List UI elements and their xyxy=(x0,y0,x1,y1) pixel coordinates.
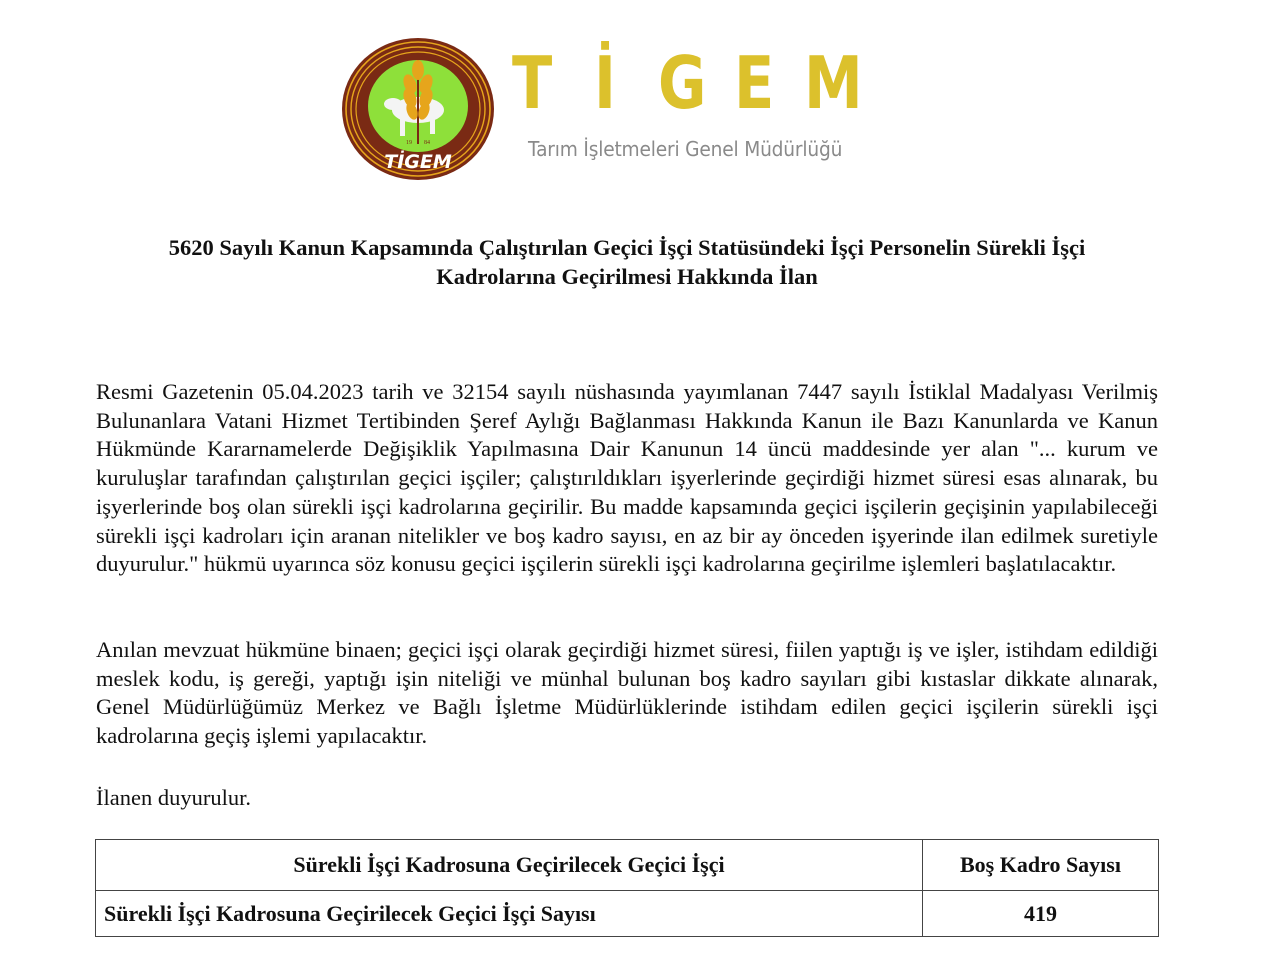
paragraph-text: Anılan mevzuat hükmüne binaen; geçici işçi olarak geçirdiği hizmet süresi, fiilen yaptığı iş ve işler, istihdam edildiği meslek kodu, iş gereği, yaptığı işin niteliği ve münhal bulunan boş kadro sayıları gibi kıstaslar dikkate alınarak, Genel Müdürlüğümüz Merkez ve Bağlı İşletme Müdürlüklerinde istihdam edilen geçici işçilerin sürekli işçi kadrolarına geçiş işlemi yapılacaktır. xyxy=(96,637,1158,749)
table-header-cell: Sürekli İşçi Kadrosuna Geçirilecek Geçici İşçi xyxy=(96,840,923,891)
brand-wordmark xyxy=(512,41,863,125)
table-header-row xyxy=(96,840,1159,891)
emblem-year-left: 19 xyxy=(406,140,412,146)
emblem-year-right: 84 xyxy=(424,140,430,146)
emblem-name: TİGEM xyxy=(384,151,452,173)
table-row xyxy=(96,891,1159,937)
table-cell-count: 419 xyxy=(923,891,1159,937)
brand-letter-g: G xyxy=(658,41,707,125)
paragraph-closing xyxy=(96,784,1158,813)
paragraph-text: Resmi Gazetenin 05.04.2023 tarih ve 32154 sayılı nüshasında yayımlanan 7447 sayılı İstiklal Madalyası Verilmiş Bulunanlara Vatani Hizmet Tertibinden Şeref Aylığı Bağlanması Hakkında Kanun ile Bazı Kanunlarda ve Kanun Hükmünde Kararnamelerde Değişiklik Yapılmasına Dair Kanunun 14 üncü maddesinde yer alan "... kurum ve kuruluşlar tarafından çalıştırılan geçici işçiler; çalıştırıldıkları işyerlerinde geçirdiği hizmet süresi esas alınarak, bu işyerlerinde boş olan sürekli işçi kadrolarına geçirilir. Bu madde kapsamında geçici işçilerin geçişinin yapılabileceği sürekli işçi kadroları için aranan nitelikler ve boş kadro sayısı, en az bir ay önceden işyerinde ilan edilmek suretiyle duyurulur." hükmü uyarınca söz konusu geçici işçilerin sürekli işçi kadrolarına geçirilme işlemleri başlatılacaktır. xyxy=(96,379,1158,577)
brand-letter-i: İ xyxy=(594,41,616,125)
paragraph-text: İlanen duyurulur. xyxy=(96,785,251,810)
brand-letter-m: M xyxy=(804,41,863,125)
tigem-logo xyxy=(340,36,870,184)
paragraph-transition-process xyxy=(96,636,1158,751)
brand-letter-t: T xyxy=(512,41,553,125)
paragraph-legal-basis xyxy=(96,378,1158,579)
brand-subtitle: Tarım İşletmeleri Genel Müdürlüğü xyxy=(528,137,843,161)
table-cell: Sürekli İşçi Kadrosuna Geçirilecek Geçici İşçi Sayısı xyxy=(96,891,923,937)
table-header-cell: Boş Kadro Sayısı xyxy=(923,840,1159,891)
title-line-2: Kadrolarına Geçirilmesi Hakkında İlan xyxy=(436,264,818,289)
announcement-title xyxy=(96,233,1158,291)
tigem-emblem-icon xyxy=(340,36,496,182)
brand-letter-e: E xyxy=(734,41,775,125)
vacancy-table xyxy=(95,839,1159,937)
title-line-1: 5620 Sayılı Kanun Kapsamında Çalıştırılan Geçici İşçi Statüsündeki İşçi Personelin Sürekli İşçi xyxy=(168,235,1086,260)
